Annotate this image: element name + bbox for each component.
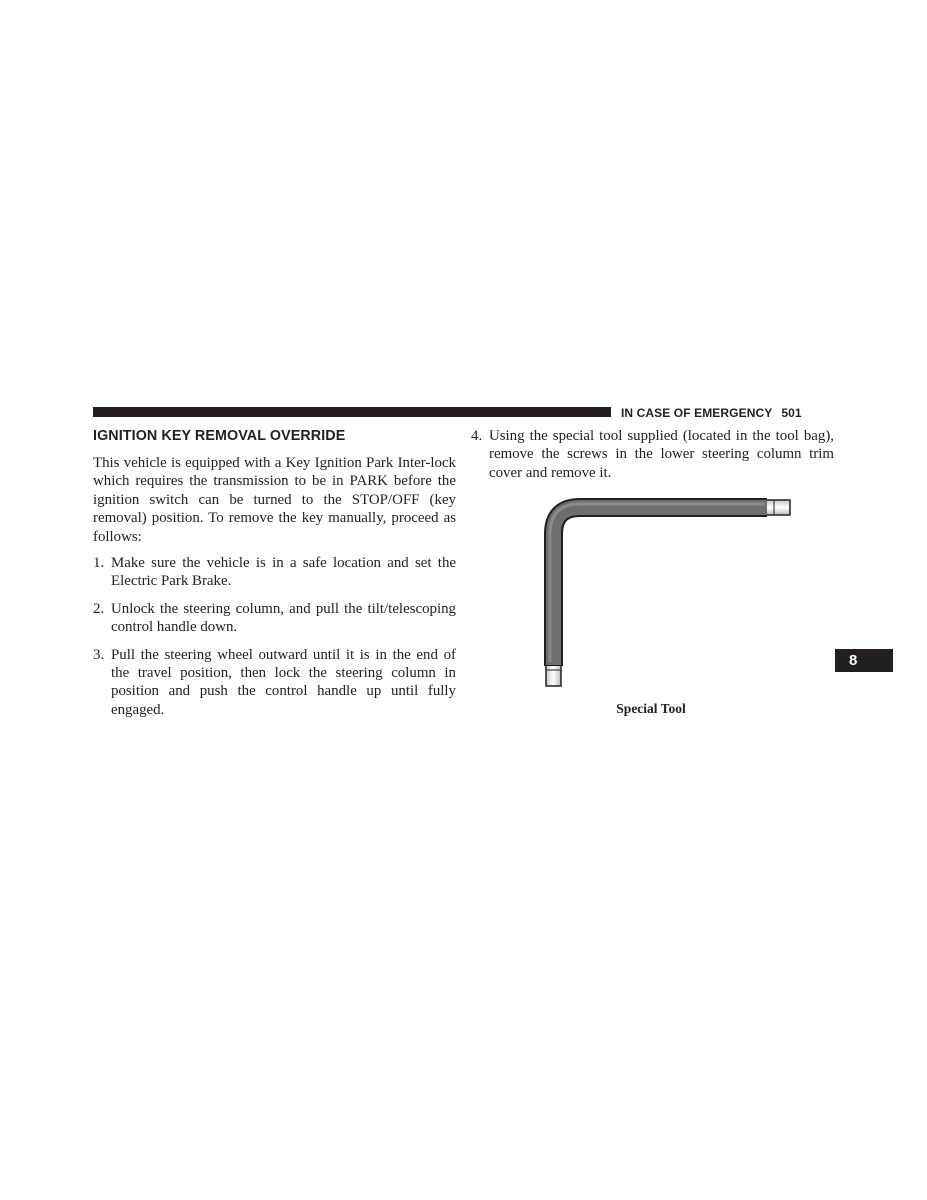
steps-list <box>93 554 456 719</box>
step-text: Using the special tool supplied (located in the tool bag), remove the screws in the lower steering column trim cover and remove it. <box>489 428 834 481</box>
running-head <box>621 405 834 421</box>
step-number: 4. <box>471 428 483 444</box>
chapter-number: 8 <box>849 652 858 669</box>
step-number: 1. <box>93 555 105 572</box>
list-item <box>93 600 456 637</box>
tool-tip-right <box>766 500 790 515</box>
list-item <box>93 646 456 720</box>
right-column <box>471 427 834 482</box>
tool-body-highlight <box>550 504 765 662</box>
running-head-title: IN CASE OF EMERGENCY <box>621 406 773 420</box>
intro-paragraph: This vehicle is equipped with a Key Ignition Park Inter-lock which requires the transmission to be in PARK before the ignition switch can be turned to the STOP/OFF (key removal) position. To remove the key manually, proceed as follows: <box>93 455 456 545</box>
figure-caption: Special Tool <box>616 701 686 716</box>
list-item <box>93 554 456 591</box>
step-number: 3. <box>93 646 105 663</box>
page-number: 501 <box>781 406 802 420</box>
special-tool-illustration <box>536 492 798 692</box>
step-text: Make sure the vehicle is in a safe location and set the Electric Park Brake. <box>111 555 456 590</box>
chapter-tab <box>835 649 893 672</box>
step-number: 2. <box>93 600 105 617</box>
tool-body <box>554 508 768 666</box>
section-heading: IGNITION KEY REMOVAL OVERRIDE <box>93 428 346 444</box>
step-text: Unlock the steering column, and pull the tilt/telescoping control handle down. <box>111 600 456 636</box>
left-column <box>93 427 456 728</box>
list-item <box>471 427 834 482</box>
header-rule <box>93 407 611 417</box>
tool-body-outline <box>554 508 768 667</box>
step-text: Pull the steering wheel outward until it is in the end of the travel position, then lock the steering column in position and push the control handle up until fully engaged. <box>111 646 456 718</box>
